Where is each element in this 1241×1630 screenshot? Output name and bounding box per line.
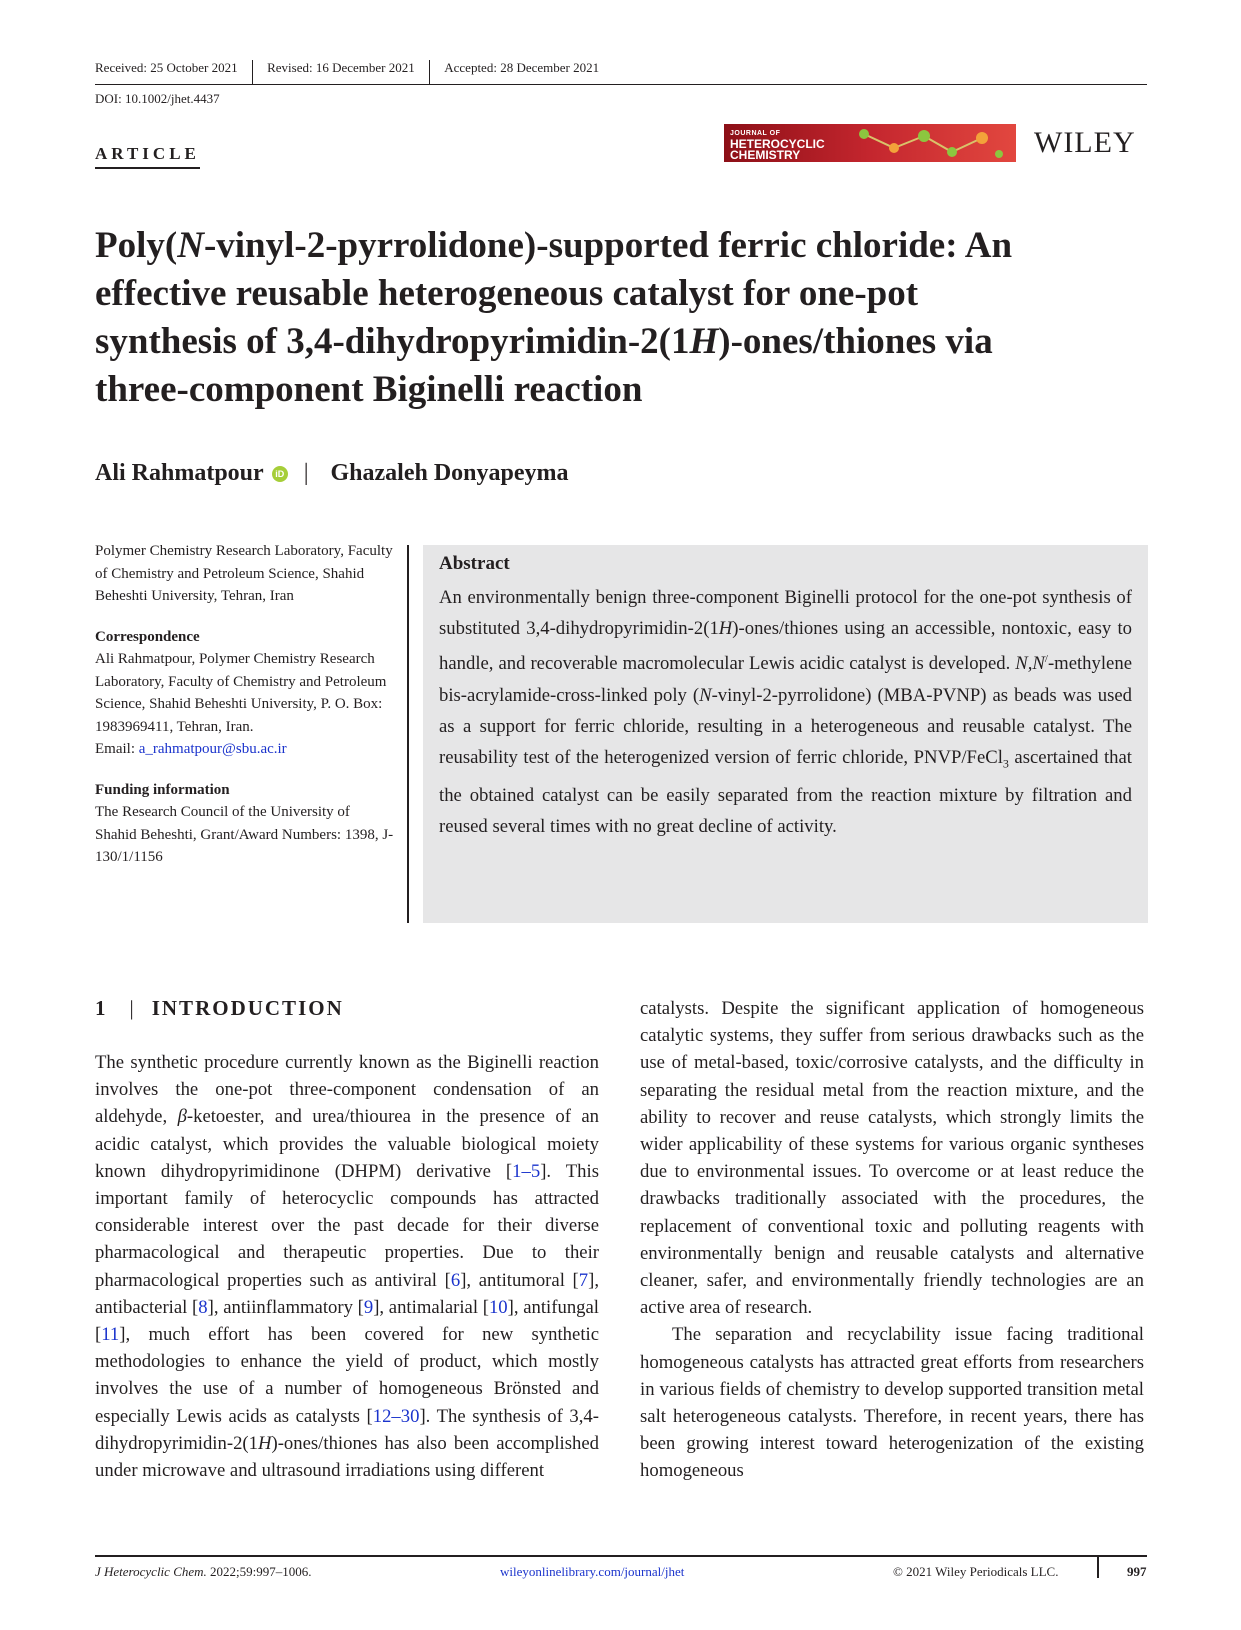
title-line: three-component Biginelli reaction: [95, 369, 643, 410]
abstract-text: -methylene bis-acrylamide-cross-linked poly (: [439, 653, 1132, 706]
author-list: [95, 460, 569, 487]
title-text: Poly(: [95, 225, 178, 266]
intro-column-2: [640, 995, 1144, 1485]
citation-link[interactable]: 1–5: [512, 1160, 541, 1182]
citation-link[interactable]: 7: [578, 1269, 589, 1291]
received-date: Received: 25 October 2021: [95, 60, 238, 75]
journal-logo-text: [730, 128, 825, 161]
body-text: )-ones/thiones has also been accomplished under microwave and ultrasound irradiations using different: [95, 1432, 599, 1482]
section-bar: |: [129, 996, 134, 1020]
body-italic: H: [257, 1432, 272, 1454]
abstract-box: [423, 545, 1148, 923]
journal-logo-line2: HETEROCYCLIC: [730, 137, 825, 151]
title-text: synthesis of 3,4-dihydropyrimidin-2(1: [95, 321, 690, 362]
paper-title: [95, 222, 1155, 414]
abstract-italic: N,N: [1015, 653, 1045, 675]
body-text: ], antitumoral [: [460, 1269, 579, 1291]
title-line: effective reusable heterogeneous catalyst for one-pot: [95, 273, 919, 314]
author-name[interactable]: Ghazaleh Donyapeyma: [330, 460, 569, 486]
author-separator: |: [303, 460, 309, 486]
sidebar-divider: [407, 545, 409, 923]
citation-link[interactable]: 10: [488, 1296, 508, 1318]
paragraph: catalysts. Despite the significant application of homogeneous catalytic systems, they suffer from serious drawbacks such as the use of metal-based, toxic/corrosive catalysts, and the difficulty in separating the residual metal from the reaction mixture, and the ability to recover and reuse catalysts, which strongly limits the wider applicability of these systems for various organic syntheses due to environmental issues. To overcome or at least reduce the drawbacks traditionally associated with the procedures, the replacement of conventional toxic and polluting reagents with environmentally benign and reusable catalysts and alternative cleaner, safer, and environmentally friendly technologies are an active area of research.: [640, 998, 1144, 1319]
divider: [252, 60, 254, 84]
author-name[interactable]: Ali Rahmatpour: [95, 460, 264, 486]
correspondence: [95, 626, 395, 761]
section-number: 1: [95, 996, 108, 1020]
abstract-prime: /: [1044, 653, 1048, 666]
title-text: )-ones/thiones via: [718, 321, 993, 362]
body-text: ], antifungal [: [95, 1296, 599, 1346]
orcid-icon[interactable]: iD: [272, 466, 288, 482]
body-text: ]. This important family of heterocyclic compounds has attracted considerable interest over the past decade for their diverse pharmacological and therapeutic properties. Due to their pharmacological properties such as antiviral [: [95, 1160, 599, 1291]
email-link[interactable]: a_rahmatpour@sbu.ac.ir: [138, 741, 287, 757]
footer-volume: 2022;59:997–1006.: [206, 1564, 312, 1579]
divider: [429, 60, 431, 84]
section-heading: [95, 996, 344, 1021]
title-italic: H: [689, 321, 719, 362]
correspondence-text: Ali Rahmatpour, Polymer Chemistry Research Laboratory, Faculty of Chemistry and Petroleum Science, Shahid Beheshti University, P. O. Box: 1983969411, Tehran, Iran.: [95, 651, 387, 735]
journal-logo-line1: JOURNAL OF: [730, 130, 781, 137]
footer-journal: J Heterocyclic Chem.: [95, 1564, 207, 1579]
body-text: ]. The synthesis of 3,4-dihydropyrimidin-2(1: [95, 1405, 599, 1454]
doi[interactable]: DOI: 10.1002/jhet.4437: [95, 91, 220, 106]
abstract-italic: H: [718, 618, 733, 640]
abstract-body: [439, 582, 1132, 843]
abstract-italic: N: [699, 684, 712, 706]
email-line: [95, 738, 395, 761]
abstract-heading: Abstract: [439, 553, 510, 574]
title-text: -vinyl-2-pyrrolidone)-supported ferric chloride: An: [203, 225, 1013, 266]
body-text: ], antibacterial [: [95, 1269, 600, 1318]
funding-text: The Research Council of the University of Shahid Beheshti, Grant/Award Numbers: 1398, J-130/1/1156: [95, 804, 394, 865]
accepted-date: Accepted: 28 December 2021: [444, 60, 600, 75]
publication-dates: [95, 60, 1147, 85]
journal-logo: [724, 124, 1016, 162]
section-title: INTRODUCTION: [151, 996, 344, 1020]
paragraph: The separation and recyclability issue facing traditional homogeneous catalysts has attracted great efforts from researchers in various fields of chemistry to develop supported transition metal salt heterogeneous catalysts. Therefore, in recent years, there has been growing interest toward heterogenization of the existing homogeneous: [640, 1324, 1144, 1482]
abstract-subscript: 3: [1002, 756, 1009, 771]
footer-rule: [95, 1555, 1147, 1557]
body-text: ], antimalarial [: [373, 1296, 489, 1318]
page-number: 997: [1127, 1564, 1147, 1579]
abstract-text: An environmentally benign three-component Biginelli protocol for the one-pot synthesis of substituted 3,4-dihydropyrimidin-2(1: [439, 587, 1132, 640]
affiliation: Polymer Chemistry Research Laboratory, Faculty of Chemistry and Petroleum Science, Shahid Beheshti University, Tehran, Iran: [95, 543, 393, 604]
footer-citation: [95, 1564, 312, 1580]
body-text: The synthetic procedure currently known as the Biginelli reaction involves the one-pot three-component condensation of an aldehyde,: [95, 1052, 599, 1128]
citation-link[interactable]: 11: [101, 1324, 120, 1346]
body-text: ], much effort has been covered for new synthetic methodologies to enhance the yield of product, which mostly involves the use of a number of homogeneous Brönsted and especially Lewis acids as catalysts [: [95, 1324, 599, 1427]
journal-logo-line3: CHEMISTRY: [730, 148, 801, 162]
citation-link[interactable]: 8: [198, 1296, 208, 1318]
article-type-label: ARTICLE: [95, 144, 200, 169]
abstract-text: )-ones/thiones using an accessible, nontoxic, easy to handle, and recoverable macromolecular Lewis acidic catalyst is developed.: [439, 618, 1132, 675]
email-label: Email:: [95, 741, 139, 757]
funding-heading: Funding information: [95, 781, 230, 798]
abstract-text: ascertained that the obtained catalyst can be easily separated from the reaction mixture by filtration and reused several times with no great decline of activity.: [439, 747, 1132, 838]
title-italic: N: [177, 225, 204, 266]
correspondence-heading: Correspondence: [95, 628, 200, 645]
citation-link[interactable]: 6: [450, 1269, 461, 1291]
paragraph: [95, 1049, 599, 1484]
footer-url[interactable]: wileyonlinelibrary.com/journal/jhet: [500, 1564, 685, 1579]
body-text: ], antiinflammatory [: [207, 1296, 364, 1318]
publisher-logo: WILEY: [1034, 126, 1136, 159]
intro-column-1: [95, 1049, 599, 1484]
body-italic: β: [177, 1106, 187, 1128]
affiliation-sidebar: [95, 540, 395, 887]
footer-divider: [1097, 1556, 1099, 1578]
body-text: -ketoester, and urea/thiourea in the presence of an acidic catalyst, which provides the valuable biological moiety known dihydropyrimidinone (DHPM) derivative [: [95, 1106, 599, 1182]
citation-link[interactable]: 12–30: [372, 1405, 420, 1427]
footer-copyright: © 2021 Wiley Periodicals LLC.: [893, 1564, 1059, 1579]
funding: [95, 779, 395, 869]
revised-date: Revised: 16 December 2021: [267, 60, 415, 75]
citation-link[interactable]: 9: [363, 1296, 374, 1318]
abstract-text: -vinyl-2-pyrrolidone) (MBA-PVNP) as beads was used as a support for ferric chloride, resulting in a heterogeneous and reusable catalyst. The reusability test of the heterogenized version of ferric chloride, PNVP/FeCl: [439, 684, 1132, 769]
